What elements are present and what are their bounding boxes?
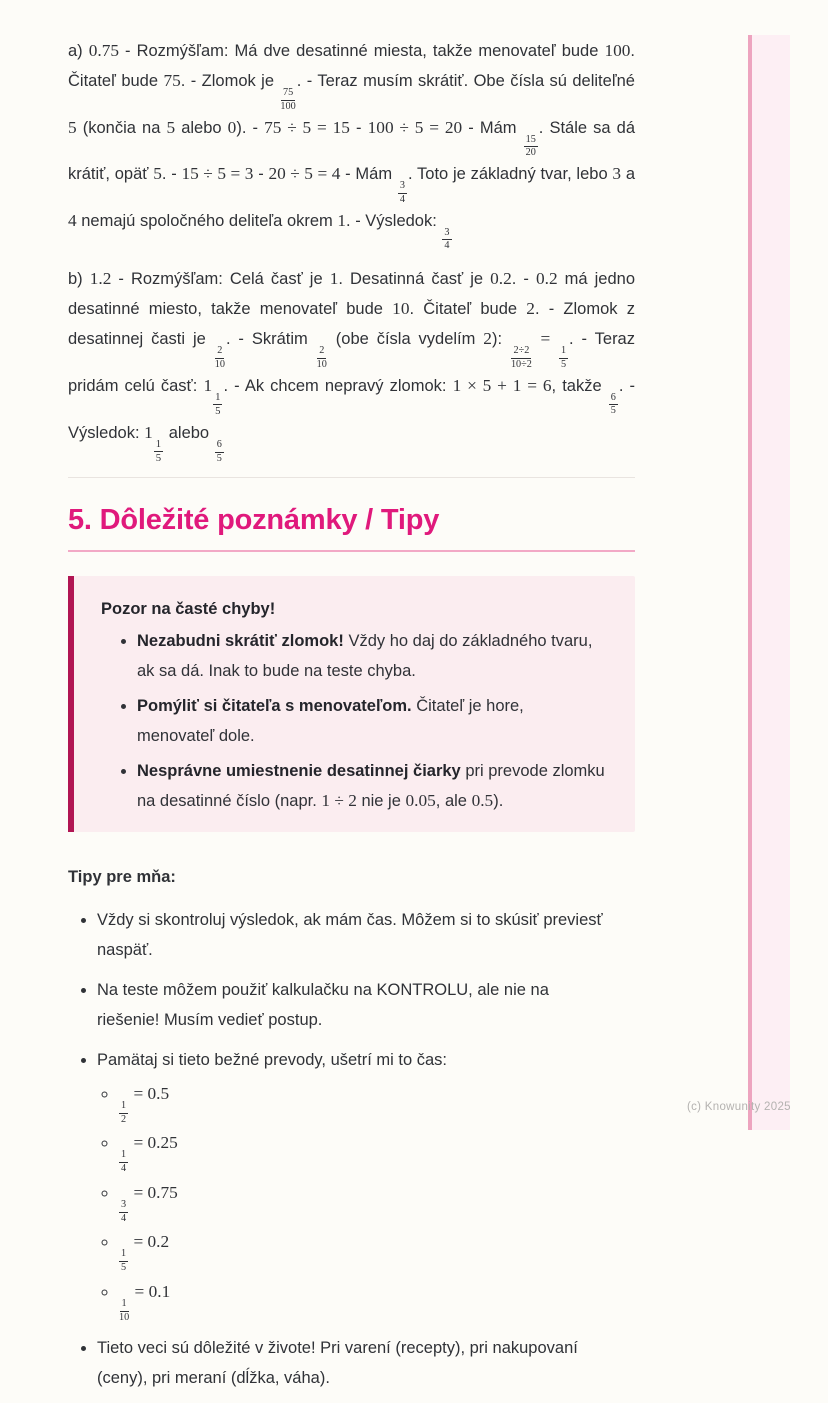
warning-callout [68, 576, 635, 832]
math-text: 3 [612, 164, 622, 184]
callout-list [101, 626, 605, 816]
conversion-item [118, 1128, 607, 1175]
section-heading: 5. Dôležité poznámky / Tipy [68, 504, 635, 552]
tip-item: • Na teste môžem použiť kalkulačku na KONTROLU, ale nie na riešenie! Musím vedieť postup. [97, 975, 635, 1035]
math-text: 1.2 [89, 269, 112, 289]
fraction: $\frac{3}{4}$ [444, 226, 450, 252]
math-text: 4 [68, 210, 77, 230]
conversion-item [118, 1277, 607, 1324]
math-text: 5 [68, 117, 77, 137]
fraction: $\frac{1}{5}$ [560, 345, 567, 370]
math-text: 0.2 [490, 269, 512, 289]
math-text: 1 [329, 269, 339, 289]
watermark: (c) Knowunity 2025 [687, 1101, 791, 1113]
math-text: 5 [166, 117, 176, 137]
tips-heading: Tipy pre mňa: [68, 867, 176, 886]
math-text: 75 ÷ 5 = 15 [264, 117, 350, 137]
fraction: $\frac{75}{100}$ [280, 87, 296, 112]
math-text: = 0.25 [129, 1133, 178, 1153]
tip-item-text: Pamätaj si tieto bežné prevody, ušetrí mi to čas: [97, 1050, 448, 1069]
tip-item: • Vždy si skontroluj výsledok, ak mám čas. Môžem si to skúsiť previesť naspäť. [97, 905, 635, 965]
math-text: 0 [227, 117, 237, 137]
tip-item [97, 1045, 635, 1324]
fraction: $\frac{1}{5}$ [215, 391, 221, 418]
fraction: ◦ $\frac{1}{10}$ [119, 1297, 130, 1323]
conversion-item [118, 1079, 607, 1126]
callout-title: Pozor na časté chyby! [101, 599, 276, 618]
math-text: 0.2 [535, 269, 558, 289]
page-edge-strip [748, 35, 790, 1130]
fraction: $\frac{6}{5}$ [216, 438, 222, 464]
mixed-number: 1 $\frac{1}{5}$ [203, 376, 223, 395]
fraction: ◦ $\frac{1}{4}$ [121, 1149, 127, 1175]
math-text: = 0.5 [129, 1083, 170, 1103]
math-text: 15 ÷ 5 = 3 [181, 164, 254, 184]
math-text: 2 [526, 299, 535, 319]
math-text: 1 × 5 + 1 = 6 [452, 375, 552, 395]
paragraph-b: b) 1.2 - Rozmýšľam: Celá časť je 1. Desatinná časť je 0.2. - 0.2 má jedno desatinné miesto, takže menovateľ bude 10. Čitateľ bude 2. - Zlomok z desatinnej časti je $\frac{2}{10}$ . - Skrátim $\frac{2}{10}$ (obe čísla vydelím 2): $\frac{2\div 2}{10\div 2}$ = $\frac{1}{5}$ . - Teraz pridám celú časť: 1 $\frac{1}{5}$ . - Ak chcem nepravý zlomok: 1 × 5 + 1 = 6, takže $\frac{6}{5}$ . - Výsledok: 1 $\frac{1}{5}$ alebo $\frac{6}{5}$ [68, 269, 635, 465]
callout-item: • Nezabudni skrátiť zlomok! Vždy ho daj do základného tvaru, ak sa dá. Inak to bude na teste chyba. [137, 626, 605, 686]
callout-item: • Pomýliť si čitateľa s menovateľom. Čitateľ je hore, menovateľ dole. [137, 691, 605, 751]
conversion-item [118, 1227, 607, 1274]
math-text: = 0.1 [130, 1281, 171, 1301]
paragraph-a: a) 0.75 - Rozmýšľam: Má dve desatinné miesta, takže menovateľ bude 100. Čitateľ bude 75. - Zlomok je $\frac{75}{100}$ . - Teraz musím skrátiť. Obe čísla sú deliteľné 5 (končia na 5 alebo 0). - 75 ÷ 5 = 15 - 100 ÷ 5 = 20 - Mám $\frac{15}{20}$ . Stále sa dá krátiť, opäť 5. - 15 ÷ 5 = 3 - 20 ÷ 5 = 4 - Mám $\frac{3}{4}$ . Toto je základný tvar, lebo 3 a 4 nemajú spoločného deliteľa okrem 1. - Výsledok: $\frac{3}{4}$ [68, 41, 636, 252]
math-text: 5 [153, 164, 162, 184]
tip-item: • Tieto veci sú dôležité v živote! Pri varení (recepty), pri nakupovaní (ceny), pri meraní (dĺžka, váha). [97, 1333, 635, 1393]
math-text: 100 [604, 41, 631, 60]
bold-text: Pomýliť si čitateľa s menovateľom. [137, 696, 412, 715]
bold-text: Nezabudni skrátiť zlomok! [137, 631, 344, 650]
content-column [68, 36, 635, 1403]
fraction: $\frac{6}{5}$ [610, 391, 616, 417]
conversion-item [118, 1178, 607, 1225]
math-text: = 0.2 [129, 1232, 170, 1252]
math-text: 0.75 [88, 41, 120, 60]
fraction: ◦ $\frac{3}{4}$ [121, 1198, 127, 1224]
math-text: 1 ÷ 2 [321, 790, 357, 810]
math-text: 0.05 [405, 790, 436, 810]
math-text: 100 ÷ 5 = 20 [367, 117, 463, 137]
mixed-number: 1 $\frac{1}{5}$ [144, 423, 164, 442]
math-text: 75 [163, 71, 181, 90]
fraction: $\frac{3}{4}$ [399, 180, 405, 205]
fraction: $\frac{2}{10}$ [214, 345, 225, 370]
fraction: $\frac{1}{5}$ [155, 438, 162, 465]
fraction: ◦ $\frac{1}{5}$ [121, 1248, 127, 1274]
math-text: 2 [483, 329, 492, 349]
math-text: 1 [337, 210, 347, 230]
tips-list [68, 905, 635, 1394]
fraction: $\frac{15}{20}$ [525, 133, 536, 159]
section-divider [68, 477, 635, 478]
math-text: 20 ÷ 5 = 4 [268, 164, 341, 184]
callout-item: • Nesprávne umiestnenie desatinnej čiarky pri prevode zlomku na desatinné číslo (napr. 1 ÷ 2 nie je 0.05, ale 0.5). [137, 756, 605, 816]
math-text: = 0.75 [129, 1182, 178, 1202]
math-text: 0.5 [471, 790, 494, 810]
fraction: $\frac{2}{10}$ [316, 345, 327, 370]
fraction: ◦ $\frac{1}{2}$ [121, 1099, 127, 1125]
math-text: = [532, 329, 558, 349]
math-text: 10 [392, 299, 410, 319]
conversions-list [97, 1079, 607, 1324]
bold-text: Nesprávne umiestnenie desatinnej čiarky [137, 761, 461, 780]
fraction: $\frac{2\div 2}{10\div 2}$ [510, 345, 532, 370]
